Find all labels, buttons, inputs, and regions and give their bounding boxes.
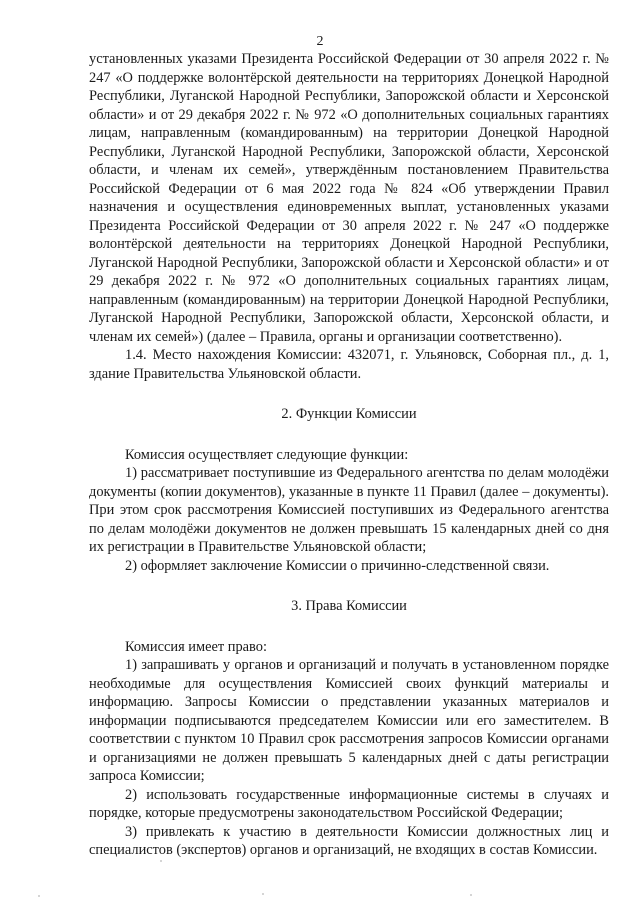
paragraph-right-2: 2) использовать государственные информационные системы в случаях и порядке, которые предусмотрены законодательством Российской Федерации; bbox=[89, 786, 609, 821]
paragraph-function-2: 2) оформляет заключение Комиссии о причинно-следственной связи. bbox=[125, 557, 550, 574]
paragraph-function-1: 1) рассматривает поступившие из Федерального агентства по делам молодёжи документы (копии документов), указанные в пункте 11 Правил (далее – документы). При этом срок рассмотрения Комиссией поступивших из Федерального агентства по делам молодёжи документов не должен превышать 15 календарных дней со дня их регистрации в Правительстве Ульяновской области; bbox=[89, 465, 609, 555]
section-heading-rights: 3. Права Комиссии bbox=[291, 598, 407, 614]
paragraph-rights-intro: Комиссия имеет право: bbox=[125, 638, 267, 655]
section-heading-functions: 2. Функции Комиссии bbox=[281, 406, 417, 422]
scan-speck bbox=[160, 860, 162, 862]
paragraph-functions-intro: Комиссия осуществляет следующие функции: bbox=[125, 446, 409, 463]
paragraph-rules-reference: установленных указами Президента Российской Федерации от 30 апреля 2022 г. № 247 «О поддержке волонтёрской деятельности на территориях Донецкой Народной Республики, Луганской Народной Республики, Запорожской области и Херсонской области» и от 29 декабря 2022 г. № 972 «О дополнительных социальных гарантиях лицам, направленным (командированным) на территории Донецкой Народной Республики, Луганской Народной Республики, Запорожской области, Херсонской области, и членам их семей», утверждённым постановлением Правительства Российской Федерации от 6 мая 2022 года № 824 «Об утверждении Правил назначения и осуществления единовременных выплат, установленных указами Президента Российской Федерации от 30 апреля 2022 г. № 247 «О поддержке волонтёрской деятельности на территориях Донецкой Народной Республики, Луганской Народной Республики, Запорожской области и Херсонской области» и от 29 декабря 2022 г. № 972 «О дополнительных социальных гарантиях лицам, направленным (командированным) на территории Донецкой Народной Республики, Луганской Народной Республики, Запорожской области, Херсонской области, и членам их семей») (далее – Правила, органы и организации соответственно). bbox=[89, 51, 609, 345]
paragraph-right-1: 1) запрашивать у органов и организаций и получать в установленном порядке необходимые для осуществления Комиссией своих функций материалы и информацию. Запросы Комиссии о представлении указанных материалов и информации подписываются председателем Комиссии или его заместителем. В соответствии с пунктом 10 Правил срок рассмотрения запросов Комиссии органами и организациями не должен превышать 5 календарных дней с даты регистрации запроса Комиссии; bbox=[89, 657, 609, 784]
scan-speck bbox=[38, 895, 40, 897]
scan-speck bbox=[470, 894, 472, 896]
scan-speck bbox=[262, 893, 264, 895]
document-body bbox=[89, 50, 609, 860]
page-number: 2 bbox=[316, 34, 324, 49]
paragraph-right-3: 3) привлекать к участию в деятельности Комиссии должностных лиц и специалистов (экспертов) органов и организаций, не входящих в состав Комиссии. bbox=[89, 823, 609, 858]
paragraph-location: 1.4. Место нахождения Комиссии: 432071, г. Ульяновск, Соборная пл., д. 1, здание Правительства Ульяновской области. bbox=[89, 347, 609, 382]
